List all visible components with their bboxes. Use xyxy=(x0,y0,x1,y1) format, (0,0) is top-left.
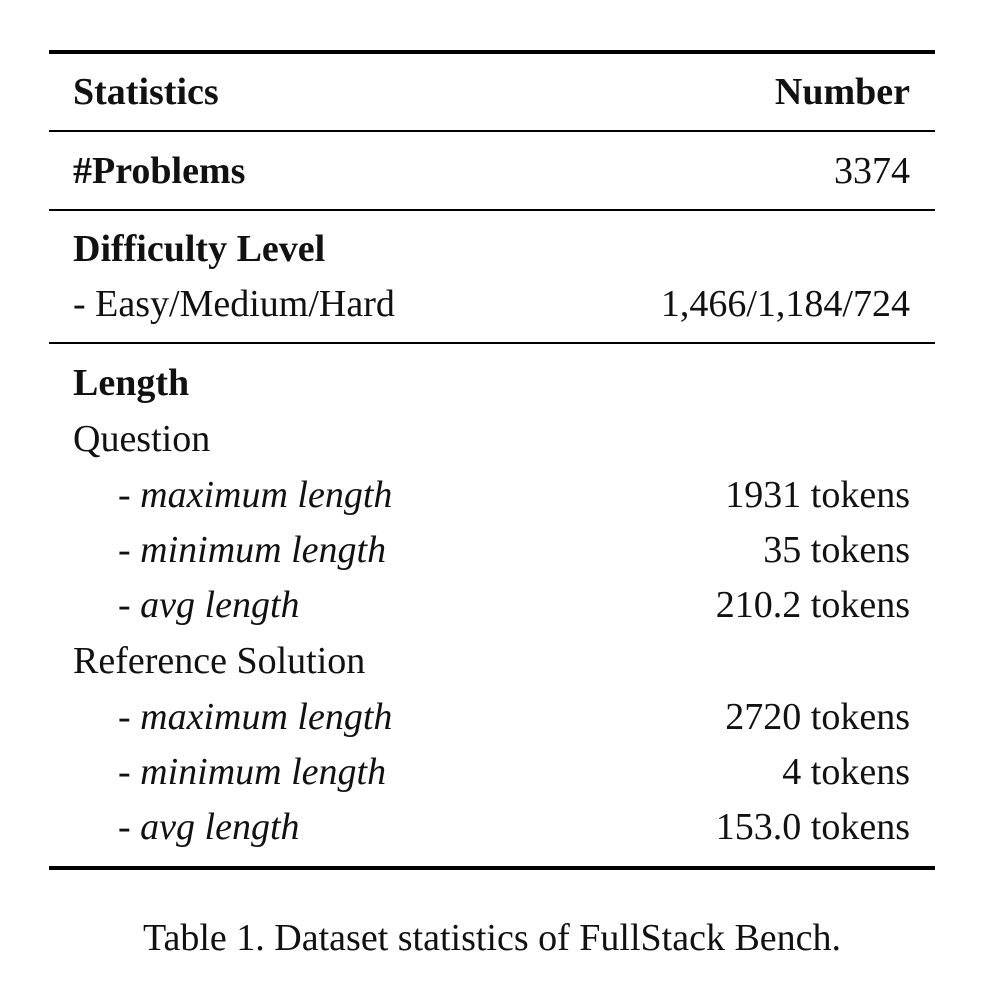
difficulty-value: 1,466/1,184/724 xyxy=(660,283,910,325)
reference-max-label: - maximum length xyxy=(118,696,393,738)
section-rule-1 xyxy=(49,209,935,211)
problems-value: 3374 xyxy=(834,150,910,192)
header-rule xyxy=(49,130,935,132)
table-caption: Table 1. Dataset statistics of FullStack Bench. xyxy=(142,917,842,959)
difficulty-title: Difficulty Level xyxy=(73,228,326,270)
reference-avg-value: 153.0 tokens xyxy=(715,806,910,848)
bottom-rule xyxy=(49,866,935,870)
difficulty-label: - Easy/Medium/Hard xyxy=(73,283,395,325)
reference-title: Reference Solution xyxy=(73,640,366,682)
problems-label: #Problems xyxy=(73,150,246,192)
reference-avg-label: - avg length xyxy=(118,806,300,848)
question-avg-value: 210.2 tokens xyxy=(715,584,910,626)
header-number: Number xyxy=(774,71,910,113)
question-avg-label: - avg length xyxy=(118,584,300,626)
header-statistics: Statistics xyxy=(73,71,219,113)
question-min-value: 35 tokens xyxy=(763,529,910,571)
question-max-value: 1931 tokens xyxy=(725,474,910,516)
reference-max-value: 2720 tokens xyxy=(725,696,910,738)
reference-min-value: 4 tokens xyxy=(782,751,910,793)
reference-min-label: - minimum length xyxy=(118,751,387,793)
length-title: Length xyxy=(73,362,190,404)
section-rule-2 xyxy=(49,342,935,344)
question-title: Question xyxy=(73,418,211,460)
question-min-label: - minimum length xyxy=(118,529,387,571)
question-max-label: - maximum length xyxy=(118,474,393,516)
top-rule xyxy=(49,50,935,54)
